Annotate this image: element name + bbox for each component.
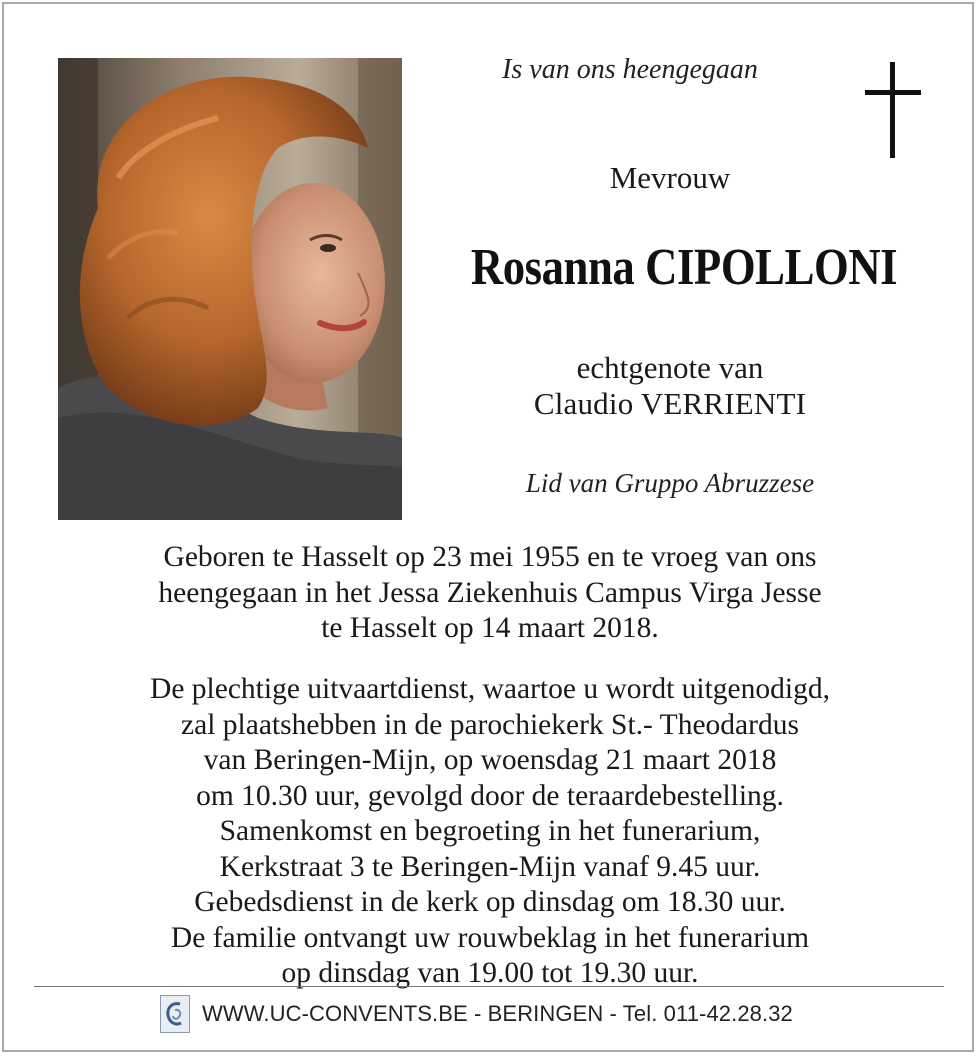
service-paragraph bbox=[40, 672, 940, 992]
footer-contact[interactable]: WWW.UC-CONVENTS.BE - BERINGEN - Tel. 011-42.28.32 bbox=[202, 1001, 793, 1026]
relation-line-1: echtgenote van bbox=[576, 350, 764, 385]
honorific: Mevrouw bbox=[609, 160, 731, 195]
cross-icon bbox=[862, 60, 924, 160]
funeral-home-logo-icon bbox=[160, 995, 190, 1033]
birth-line: te Hasselt op 14 maart 2018. bbox=[321, 612, 659, 644]
service-line: om 10.30 uur, gevolgd door de teraardebestelling. bbox=[196, 779, 784, 812]
birth-line: heengegaan in het Jessa Ziekenhuis Campus Virga Jesse bbox=[158, 576, 822, 609]
footer-divider bbox=[34, 986, 944, 987]
intro-text: Is van ons heengegaan bbox=[502, 54, 758, 85]
service-line: op dinsdag van 19.00 tot 19.30 uur. bbox=[281, 957, 699, 989]
portrait-photo bbox=[58, 58, 402, 520]
service-line: zal plaatshebben in de parochiekerk St.- Theodardus bbox=[181, 708, 799, 741]
service-line: Samenkomst en begroeting in het funerarium, bbox=[219, 815, 761, 847]
spouse-name: Claudio VERRIENTI bbox=[533, 386, 807, 421]
deceased-name: Rosanna CIPOLLONI bbox=[470, 239, 898, 296]
service-line: De familie ontvangt uw rouwbeklag in het funerarium bbox=[170, 921, 810, 954]
service-line: van Beringen-Mijn, op woensdag 21 maart 2018 bbox=[203, 744, 777, 776]
service-line: Kerkstraat 3 te Beringen-Mijn vanaf 9.45 uur. bbox=[219, 850, 761, 883]
service-line: De plechtige uitvaartdienst, waartoe u wordt uitgenodigd, bbox=[150, 673, 830, 705]
birth-line: Geboren te Hasselt op 23 mei 1955 en te vroeg van ons bbox=[163, 541, 817, 573]
birth-paragraph bbox=[40, 540, 940, 647]
membership-line: Lid van Gruppo Abruzzese bbox=[525, 468, 815, 498]
service-line: Gebedsdienst in de kerk op dinsdag om 18.30 uur. bbox=[194, 886, 786, 918]
relation bbox=[440, 350, 900, 422]
footer bbox=[160, 994, 793, 1034]
